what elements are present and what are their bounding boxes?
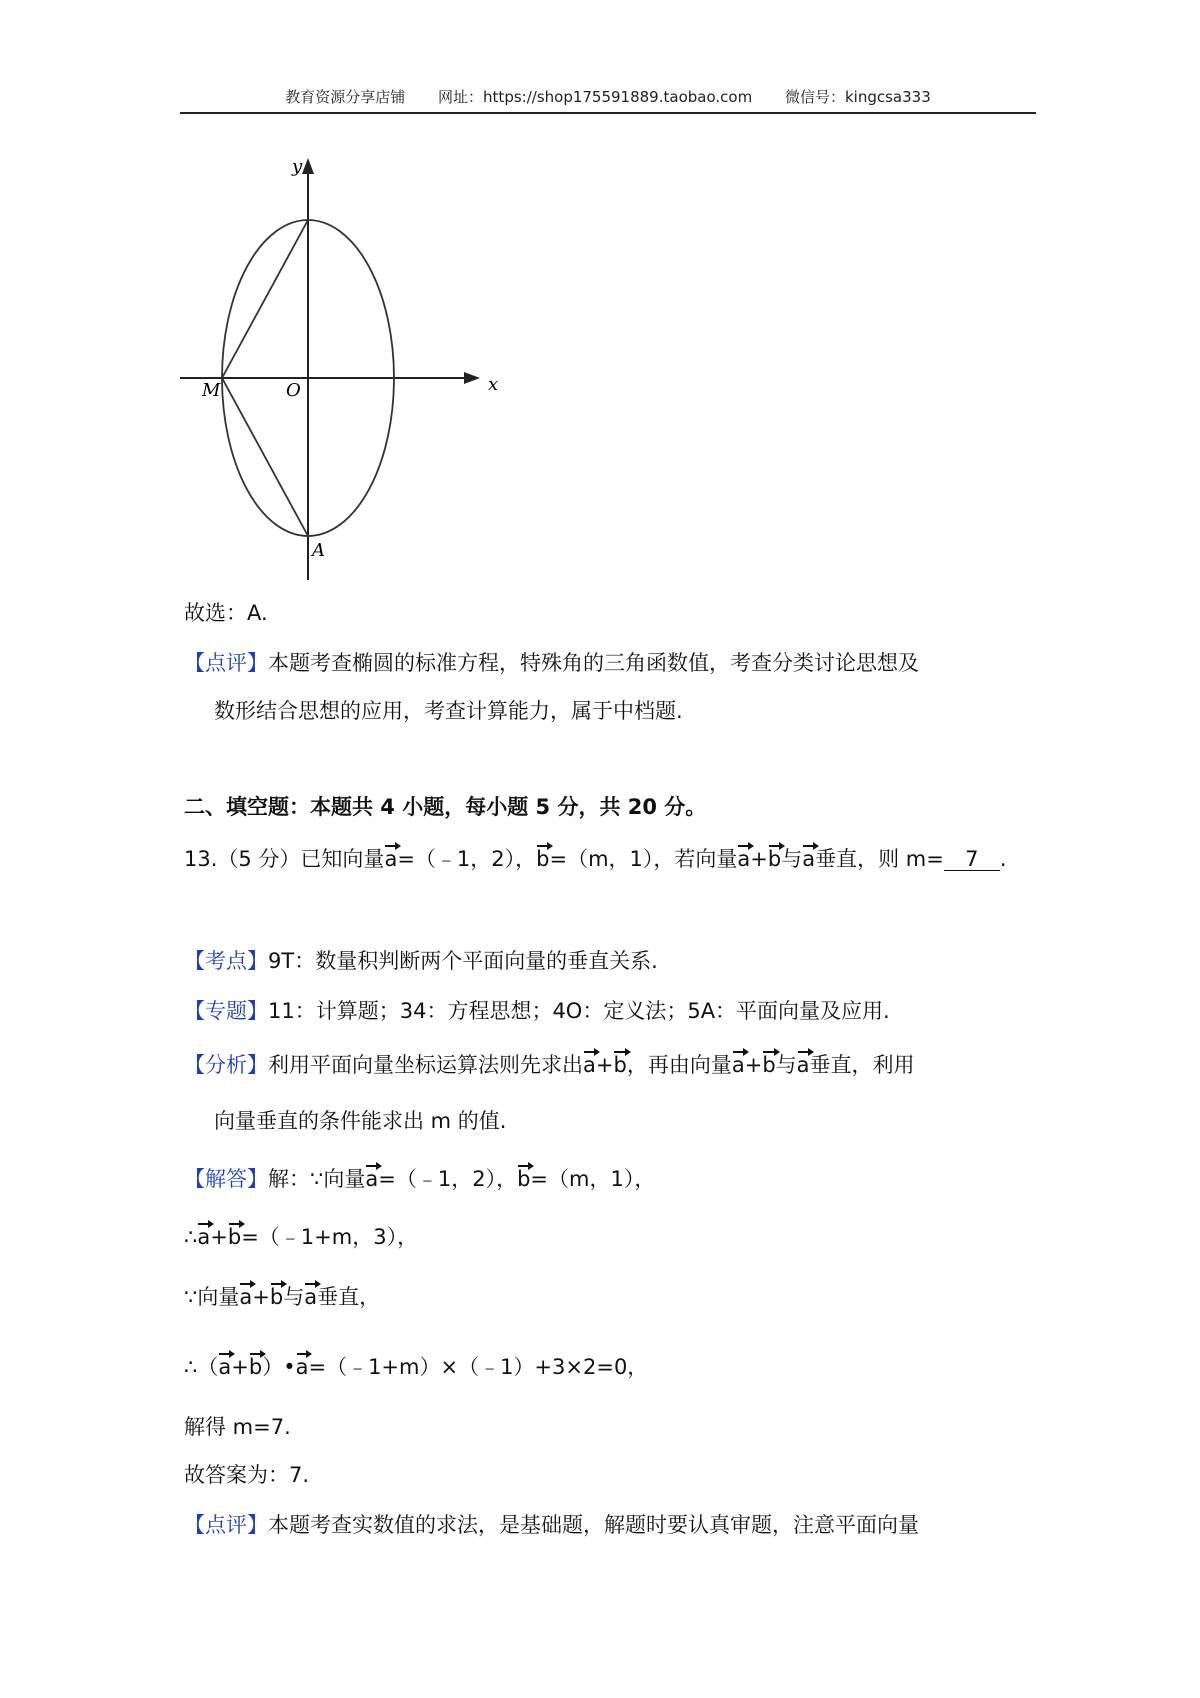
segment-m-a	[222, 378, 308, 536]
solve-line: 解得 m=7.	[184, 1415, 291, 1439]
jieda-line1: 【解答】解：∵向量a=（﹣1，2），b=（m，1），	[184, 1164, 655, 1194]
kaodian-line: 【考点】9T：数量积判断两个平面向量的垂直关系.	[184, 949, 658, 973]
page-header	[180, 82, 1036, 114]
header-url: 网址：https://shop175591889.taobao.com	[438, 88, 753, 106]
header-wechat: 微信号：kingcsa333	[784, 88, 931, 106]
q12-review-line1: 【点评】本题考查椭圆的标准方程，特殊角的三角函数值，考查分类讨论思想及	[184, 651, 919, 675]
final-answer: 故答案为：7.	[184, 1463, 310, 1487]
header-shop: 教育资源分享店铺	[285, 88, 406, 106]
point-m-label: M	[202, 380, 221, 401]
point-a-label: A	[312, 540, 325, 561]
q13-review: 【点评】本题考查实数值的求法，是基础题，解题时要认真审题，注意平面向量	[184, 1513, 919, 1537]
fenxi-line2: 向量垂直的条件能求出 m 的值.	[214, 1109, 507, 1133]
step-4: ∴（a+b）•a=（﹣1+m）×（﹣1）+3×2=0，	[184, 1352, 648, 1382]
fenxi-line1: 【分析】利用平面向量坐标运算法则先求出a+b，再由向量a+b与a垂直，利用	[184, 1050, 915, 1080]
ellipse-figure	[180, 150, 540, 590]
step-3: ∵向量a+b与a垂直，	[184, 1282, 380, 1312]
vector-a: a	[384, 844, 397, 874]
segment-m-top	[222, 220, 308, 378]
review-tag: 【点评】	[184, 651, 268, 675]
q13-stem: 13.（5 分）已知向量a=（﹣1，2），b=（m，1），若向量a+b与a垂直，则 m= 7 .	[184, 844, 1007, 874]
origin-label: O	[286, 380, 301, 401]
x-label: x	[488, 374, 499, 395]
y-axis-arrow	[302, 158, 314, 174]
vector-b: b	[536, 844, 549, 874]
section-title: 二、填空题：本题共 4 小题，每小题 5 分，共 20 分。	[184, 795, 707, 819]
x-axis-arrow	[464, 372, 480, 384]
y-label: y	[292, 156, 303, 177]
q12-review-line2: 数形结合思想的应用，考查计算能力，属于中档题.	[214, 699, 683, 723]
step-2: ∴a+b=（﹣1+m，3），	[184, 1222, 418, 1252]
q12-choice: 故选：A.	[184, 601, 268, 625]
zhuanti-line: 【专题】11：计算题；34：方程思想；4O：定义法；5A：平面向量及应用.	[184, 999, 890, 1023]
answer-blank: 7	[944, 848, 1000, 871]
